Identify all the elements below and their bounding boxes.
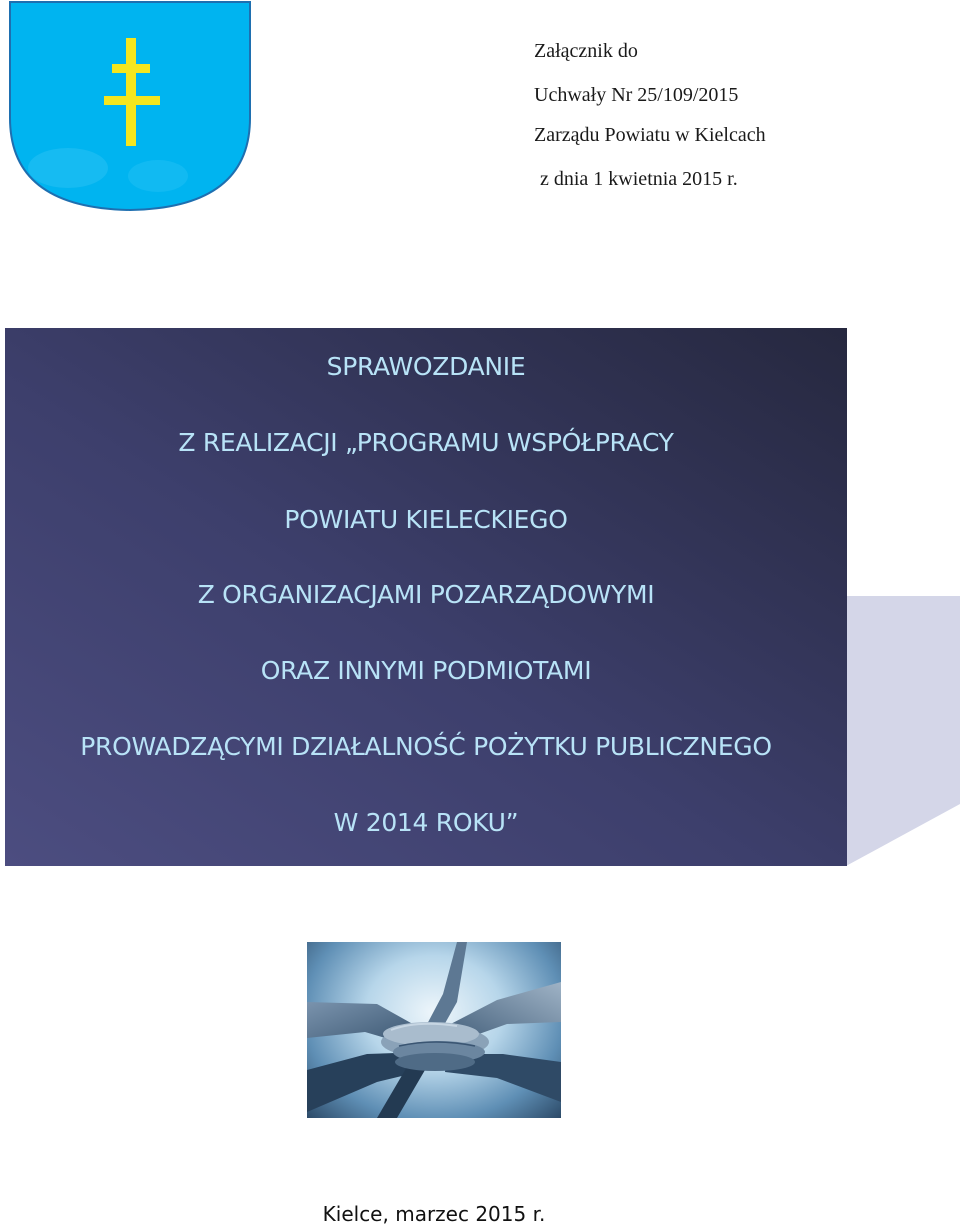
title-line-4: Z ORGANIZACJAMI POZARZĄDOWYMI bbox=[197, 580, 655, 609]
title-line-1: SPRAWOZDANIE bbox=[326, 352, 526, 381]
title-banner bbox=[5, 328, 847, 866]
annex-line-2: Uchwały Nr 25/109/2015 bbox=[534, 84, 739, 106]
title-line-7: W 2014 ROKU” bbox=[333, 808, 519, 837]
coat-of-arms-icon bbox=[8, 0, 254, 212]
annex-line-4: z dnia 1 kwietnia 2015 r. bbox=[540, 168, 738, 190]
annex-line-3: Zarządu Powiatu w Kielcach bbox=[534, 124, 766, 146]
title-line-2: Z REALIZACJI „PROGRAMU WSPÓŁPRACY bbox=[178, 428, 674, 457]
place-and-date: Kielce, marzec 2015 r. bbox=[322, 1202, 546, 1226]
joined-hands-photo bbox=[307, 942, 561, 1118]
title-line-3: POWIATU KIELECKIEGO bbox=[284, 505, 568, 534]
decorative-side-shape bbox=[846, 596, 960, 866]
annex-line-1: Załącznik do bbox=[534, 40, 638, 62]
title-line-6: PROWADZĄCYMI DZIAŁALNOŚĆ POŻYTKU PUBLICZNEGO bbox=[80, 732, 772, 761]
title-line-5: ORAZ INNYMI PODMIOTAMI bbox=[260, 656, 592, 685]
